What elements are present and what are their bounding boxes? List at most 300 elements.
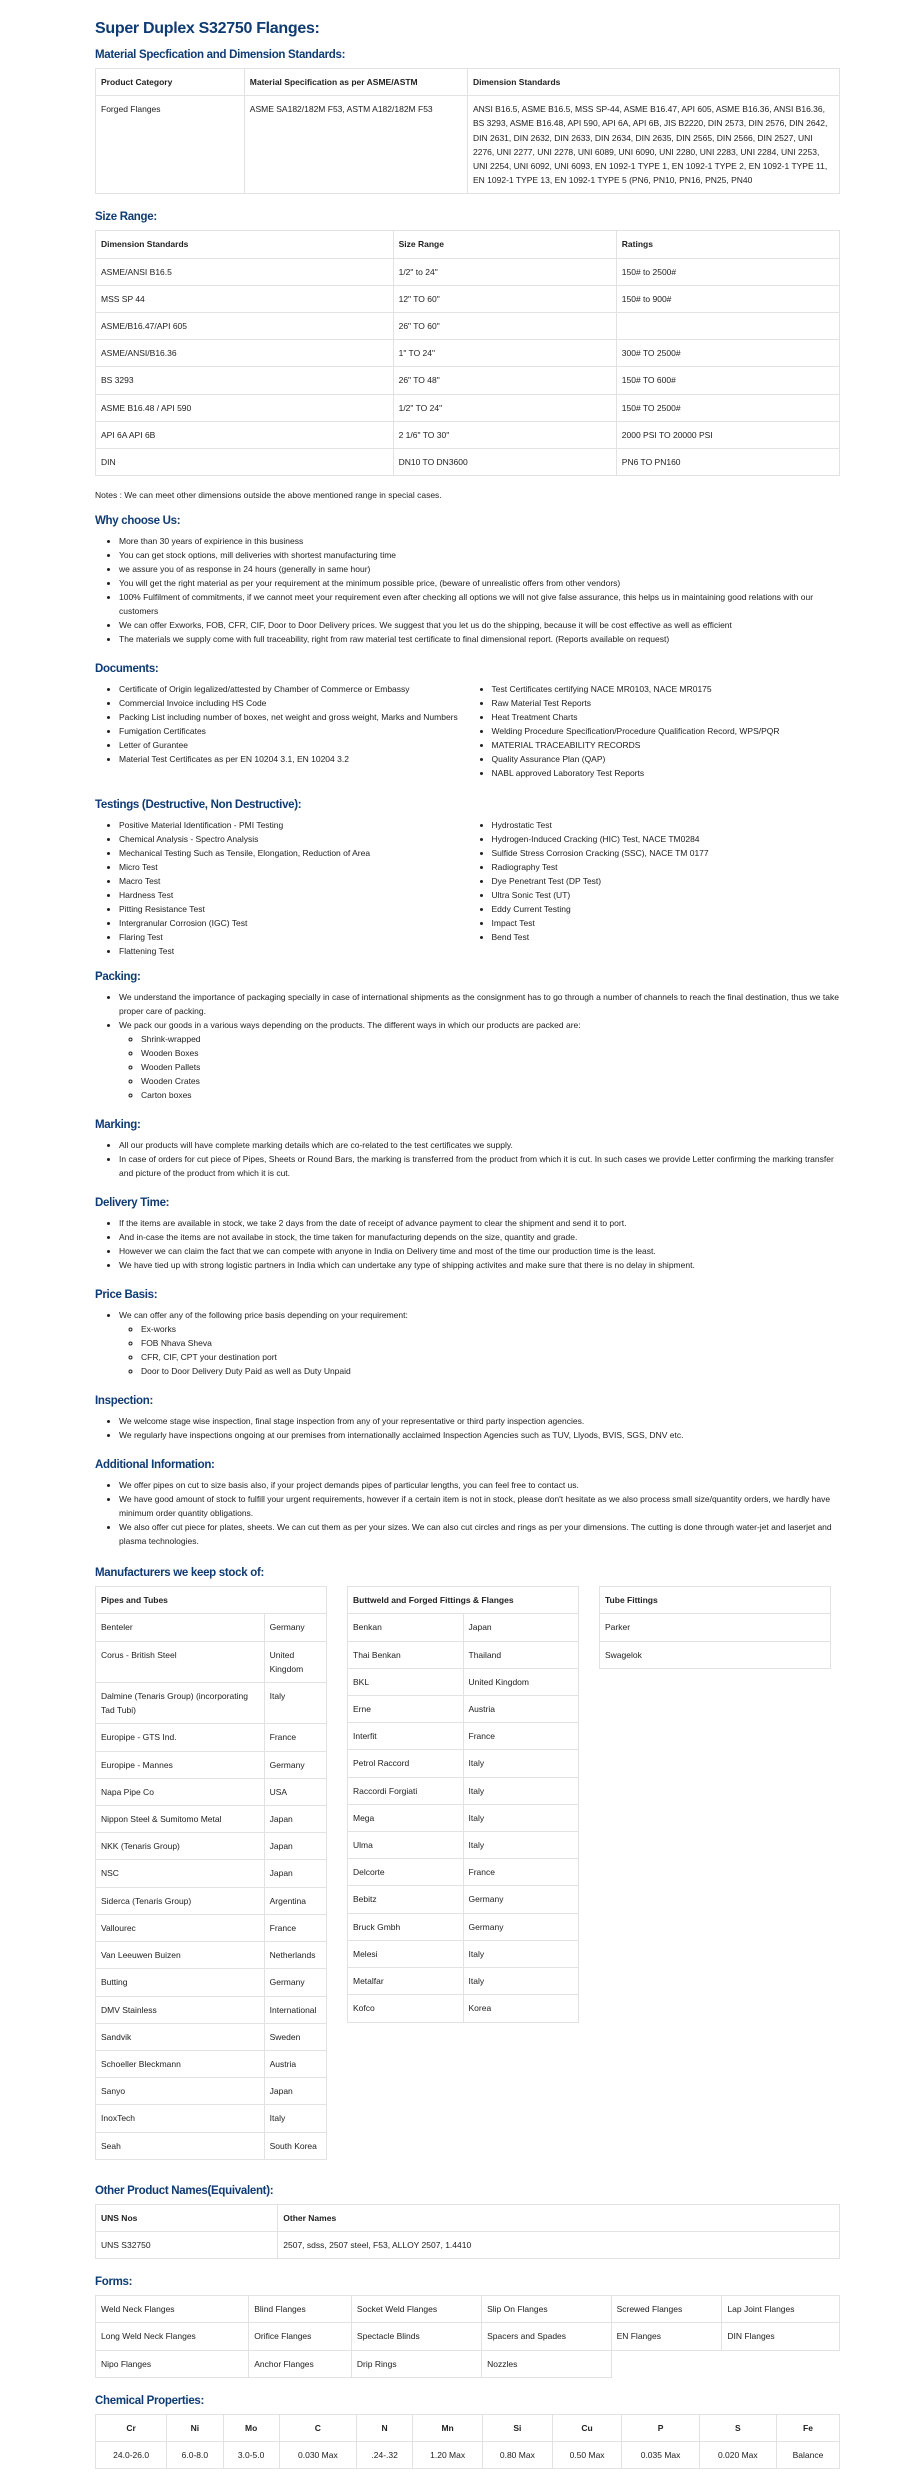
header-cell: Cu: [552, 2414, 622, 2441]
list-item: • 100% Fulfilment of commitments, if we cannot meet your requirement even after checking all options we will not give false assurance, this helps us in maintaining good relations with our customers: [119, 590, 840, 618]
testings-list-right: [468, 818, 841, 958]
table-row: [348, 1723, 579, 1750]
table-cell: Napa Pipe Co: [96, 1778, 265, 1805]
table-cell: Thailand: [463, 1641, 579, 1668]
sub-list-item: ◦ Shrink-wrapped: [141, 1032, 840, 1046]
table-cell: Nippon Steel & Sumitomo Metal: [96, 1806, 265, 1833]
list-item: • Test Certificates certifying NACE MR0103, NACE MR0175: [492, 682, 841, 696]
empty-cell: [722, 2350, 840, 2377]
table-cell: France: [264, 1724, 326, 1751]
testings-list-left: [95, 818, 468, 958]
table-cell: Italy: [264, 1683, 326, 1724]
list-item: • We also offer cut piece for plates, sheets. We can cut them as per your sizes. We can also cut circles and rings as per your dimensions. The cutting is done through water-jet and laserjet and plasma technologies.: [119, 1520, 840, 1548]
header-cell: Dimension Standards: [467, 69, 839, 96]
header-cell: Buttweld and Forged Fittings & Flanges: [348, 1587, 579, 1614]
table-cell: ASME/ANSI B16.5: [96, 258, 394, 285]
sub-list-item: ◦ Ex-works: [141, 1322, 840, 1336]
list-item: • Heat Treatment Charts: [492, 710, 841, 724]
list-item: • Positive Material Identification - PMI Testing: [119, 818, 468, 832]
table-cell: Weld Neck Flanges: [96, 2296, 249, 2323]
table-cell: Austria: [463, 1696, 579, 1723]
table-cell: Spectacle Blinds: [351, 2323, 481, 2350]
table-cell: Italy: [463, 1750, 579, 1777]
forms-heading: Forms:: [95, 2276, 133, 2289]
table-row: [348, 1859, 579, 1886]
table-row: [348, 1777, 579, 1804]
table-cell: 6.0-8.0: [167, 2441, 223, 2468]
table-cell: France: [264, 1914, 326, 1941]
table-cell: Kofco: [348, 1995, 464, 2022]
packing-sub-list: [119, 1032, 840, 1102]
list-item: • However we can claim the fact that we can compete with anyone in India on Delivery time and most of the time our production time is the least.: [119, 1244, 840, 1258]
table-cell: ASME SA182/182M F53, ASTM A182/182M F53: [244, 96, 467, 194]
table-cell: Europipe - GTS Ind.: [96, 1724, 265, 1751]
list-item: • MATERIAL TRACEABILITY RECORDS: [492, 738, 841, 752]
table-cell: Japan: [463, 1614, 579, 1641]
table-cell: Seah: [96, 2132, 265, 2159]
table-cell: Slip On Flanges: [482, 2296, 611, 2323]
table-row: [96, 2231, 840, 2258]
table-cell: Bruck Gmbh: [348, 1913, 464, 1940]
table-cell: Italy: [463, 1940, 579, 1967]
table-cell: Socket Weld Flanges: [351, 2296, 481, 2323]
table-header-row: [96, 1587, 327, 1614]
table-row: [96, 1778, 327, 1805]
table-cell: UNS S32750: [96, 2231, 278, 2258]
header-cell: UNS Nos: [96, 2204, 278, 2231]
header-cell: Ratings: [616, 231, 839, 258]
tube-fittings-table: [599, 1586, 831, 1669]
additional-info-heading: Additional Information:: [95, 1459, 215, 1472]
table-cell: ASME B16.48 / API 590: [96, 394, 394, 421]
table-cell: USA: [264, 1778, 326, 1805]
table-cell: Long Weld Neck Flanges: [96, 2323, 249, 2350]
table-cell: Parker: [600, 1614, 831, 1641]
table-row: [96, 1806, 327, 1833]
table-cell: ANSI B16.5, ASME B16.5, MSS SP-44, ASME B16.47, API 605, ASME B16.36, ANSI B16.36, BS 3293, ASME B16.48, API 590, API 6A, API 6B, JIS B2220, DIN 2573, DIN 2576, DIN 2642, DIN 2631, DIN 2632, DIN 2633, DIN 2634, DIN 2635, DIN 2565, DIN 2566, DIN 2527, UNI 2276, UNI 2277, UNI 2278, UNI 6089, UNI 6090, UNI 2280, UNI 2283, UNI 2284, UNI 2253, UNI 2254, UNI 6092, UNI 6093, EN 1092-1 TYPE 1, EN 1092-1 TYPE 2, EN 1092-1 TYPE 11, EN 1092-1 TYPE 13, EN 1092-1 TYPE 5 (PN6, PN10, PN16, PN25, PN40: [467, 96, 839, 194]
list-item: • We understand the importance of packaging specially in case of international shipments as the consignment has to go through a number of channels to reach the final destination, thus we take proper care of packing.: [119, 990, 840, 1018]
table-row: [96, 1942, 327, 1969]
table-cell: MSS SP 44: [96, 285, 394, 312]
list-item: [119, 1018, 840, 1102]
header-cell: Size Range: [393, 231, 616, 258]
table-row: [96, 2441, 840, 2468]
table-row: [348, 1696, 579, 1723]
table-cell: Forged Flanges: [96, 96, 245, 194]
table-row: [96, 1683, 327, 1724]
list-item-text: We pack our goods in a various ways depending on the products. The different ways in which our products are packed are:: [119, 1020, 581, 1031]
table-cell: Corus - British Steel: [96, 1641, 265, 1682]
table-row: [96, 2350, 840, 2377]
table-row: [348, 1614, 579, 1641]
list-item: • Radiography Test: [492, 860, 841, 874]
list-item: • Bend Test: [492, 930, 841, 944]
sub-list-item: ◦ Door to Door Delivery Duty Paid as well as Duty Unpaid: [141, 1364, 840, 1378]
table-cell: DN10 TO DN3600: [393, 449, 616, 476]
fittings-flanges-table: [347, 1586, 579, 2022]
table-row: [348, 1641, 579, 1668]
table-cell: Italy: [264, 2105, 326, 2132]
table-row: [96, 1751, 327, 1778]
table-cell: PN6 TO PN160: [616, 449, 839, 476]
table-cell: Japan: [264, 1860, 326, 1887]
header-cell: Material Specification as per ASME/ASTM: [244, 69, 467, 96]
table-cell: 0.020 Max: [699, 2441, 776, 2468]
table-cell: 300# TO 2500#: [616, 340, 839, 367]
table-row: [96, 2296, 840, 2323]
table-cell: Japan: [264, 1806, 326, 1833]
list-item: • NABL approved Laboratory Test Reports: [492, 766, 841, 780]
size-range-notes: Notes : We can meet other dimensions outside the above mentioned range in special cases.: [95, 490, 442, 501]
table-row: [348, 1668, 579, 1695]
list-item: • Certificate of Origin legalized/attested by Chamber of Commerce or Embassy: [119, 682, 468, 696]
table-row: [348, 1804, 579, 1831]
table-cell: 3.0-5.0: [223, 2441, 279, 2468]
table-cell: Petrol Raccord: [348, 1750, 464, 1777]
list-item: • Macro Test: [119, 874, 468, 888]
table-row: [96, 1996, 327, 2023]
list-item: • Raw Material Test Reports: [492, 696, 841, 710]
inspection-list: [95, 1414, 840, 1442]
marking-heading: Marking:: [95, 1119, 141, 1132]
packing-list: [95, 990, 840, 1102]
table-cell: South Korea: [264, 2132, 326, 2159]
table-row: [96, 285, 840, 312]
table-row: [348, 1832, 579, 1859]
table-row: [96, 421, 840, 448]
table-row: [348, 1886, 579, 1913]
table-row: [96, 1914, 327, 1941]
list-item: • Commercial Invoice including HS Code: [119, 696, 468, 710]
list-item: • In case of orders for cut piece of Pipes, Sheets or Round Bars, the marking is transferred from the product from which it is cut. In such cases we provide Letter confirming the marking transfer and picture of the product from which it is cut.: [119, 1152, 840, 1180]
table-cell: ASME/ANSI/B16.36: [96, 340, 394, 367]
table-cell: Delcorte: [348, 1859, 464, 1886]
list-item: • Flaring Test: [119, 930, 468, 944]
table-cell: 1.20 Max: [413, 2441, 483, 2468]
table-cell: 26" TO 48": [393, 367, 616, 394]
table-cell: 150# to 2500#: [616, 258, 839, 285]
table-cell: 2000 PSI TO 20000 PSI: [616, 421, 839, 448]
size-range-table: [95, 230, 840, 476]
price-basis-list: [95, 1308, 840, 1378]
table-row: [96, 1833, 327, 1860]
table-cell: DMV Stainless: [96, 1996, 265, 2023]
table-cell: International: [264, 1996, 326, 2023]
table-row: [96, 2078, 327, 2105]
list-item: • Packing List including number of boxes, net weight and gross weight, Marks and Numbers: [119, 710, 468, 724]
list-item: • All our products will have complete marking details which are co-related to the test certificates we supply.: [119, 1138, 840, 1152]
table-cell: Germany: [264, 1751, 326, 1778]
table-cell: United Kingdom: [463, 1668, 579, 1695]
table-cell: Van Leeuwen Buizen: [96, 1942, 265, 1969]
table-row: [96, 1860, 327, 1887]
table-cell: 150# TO 600#: [616, 367, 839, 394]
table-cell: 0.80 Max: [482, 2441, 552, 2468]
spec-table: [95, 68, 840, 194]
table-cell: Italy: [463, 1777, 579, 1804]
header-cell: N: [357, 2414, 413, 2441]
list-item: • Impact Test: [492, 916, 841, 930]
documents-columns: [95, 682, 840, 780]
table-cell: Germany: [264, 1614, 326, 1641]
list-item: • Material Test Certificates as per EN 10204 3.1, EN 10204 3.2: [119, 752, 468, 766]
documents-heading: Documents:: [95, 663, 159, 676]
table-cell: 1/2" TO 24": [393, 394, 616, 421]
table-cell: EN Flanges: [611, 2323, 722, 2350]
additional-info-list: [95, 1478, 840, 1548]
manufacturers-tables: [95, 1586, 840, 2159]
table-row: [96, 2105, 327, 2132]
header-cell: Mo: [223, 2414, 279, 2441]
table-cell: United Kingdom: [264, 1641, 326, 1682]
table-row: [348, 1750, 579, 1777]
table-row: [96, 1641, 327, 1682]
table-cell: .24-.32: [357, 2441, 413, 2468]
why-choose-heading: Why choose Us:: [95, 515, 181, 528]
list-item: • Sulfide Stress Corrosion Cracking (SSC), NACE TM 0177: [492, 846, 841, 860]
table-cell: Argentina: [264, 1887, 326, 1914]
table-row: [348, 1913, 579, 1940]
list-item: • The materials we supply come with full traceability, right from raw material test certificate to final dimensional report. (Reports available on request): [119, 632, 840, 646]
list-item: • Eddy Current Testing: [492, 902, 841, 916]
table-row: [96, 1614, 327, 1641]
table-cell: Metalfar: [348, 1968, 464, 1995]
table-cell: Germany: [264, 1969, 326, 1996]
list-item: • Ultra Sonic Test (UT): [492, 888, 841, 902]
pipes-tubes-table: [95, 1586, 327, 2159]
table-cell: BS 3293: [96, 367, 394, 394]
table-cell: Orifice Flanges: [249, 2323, 352, 2350]
table-cell: Germany: [463, 1913, 579, 1940]
price-basis-sub-list: [119, 1322, 840, 1378]
header-cell: Cr: [96, 2414, 167, 2441]
list-item: • More than 30 years of expirience in this business: [119, 534, 840, 548]
table-header-row: [96, 2204, 840, 2231]
list-item: • We can offer Exworks, FOB, CFR, CIF, Door to Door Delivery prices. We suggest that you let us do the shipping, because it will be cost effective as well as efficient: [119, 618, 840, 632]
table-cell: Netherlands: [264, 1942, 326, 1969]
table-cell: Mega: [348, 1804, 464, 1831]
header-cell: Pipes and Tubes: [96, 1587, 327, 1614]
table-cell: 12" TO 60": [393, 285, 616, 312]
table-cell: 1/2" to 24": [393, 258, 616, 285]
table-row: [96, 313, 840, 340]
list-item: • Intergranular Corrosion (IGC) Test: [119, 916, 468, 930]
inspection-heading: Inspection:: [95, 1395, 154, 1408]
table-row: [96, 367, 840, 394]
table-cell: 2 1/6" TO 30": [393, 421, 616, 448]
marking-list: [95, 1138, 840, 1180]
sub-list-item: ◦ Wooden Crates: [141, 1074, 840, 1088]
table-cell: Nozzles: [482, 2350, 611, 2377]
table-row: [96, 449, 840, 476]
table-cell: Korea: [463, 1995, 579, 2022]
size-range-heading: Size Range:: [95, 211, 157, 224]
table-cell: [616, 313, 839, 340]
table-cell: API 6A API 6B: [96, 421, 394, 448]
list-item: • Welding Procedure Specification/Procedure Qualification Record, WPS/PQR: [492, 724, 841, 738]
table-cell: France: [463, 1859, 579, 1886]
table-cell: 1" TO 24": [393, 340, 616, 367]
header-cell: Ni: [167, 2414, 223, 2441]
table-cell: 150# to 900#: [616, 285, 839, 312]
table-cell: Japan: [264, 2078, 326, 2105]
table-cell: BKL: [348, 1668, 464, 1695]
table-cell: Spacers and Spades: [482, 2323, 611, 2350]
header-cell: P: [622, 2414, 699, 2441]
table-cell: Raccordi Forgiati: [348, 1777, 464, 1804]
table-cell: Butting: [96, 1969, 265, 1996]
table-row: [348, 1995, 579, 2022]
list-item: • Chemical Analysis - Spectro Analysis: [119, 832, 468, 846]
table-cell: Bebitz: [348, 1886, 464, 1913]
table-header-row: [96, 69, 840, 96]
spec-heading: Material Specfication and Dimension Standards:: [95, 49, 346, 61]
forms-table: [95, 2295, 840, 2378]
delivery-list: [95, 1216, 840, 1272]
sub-list-item: ◦ FOB Nhava Sheva: [141, 1336, 840, 1350]
delivery-heading: Delivery Time:: [95, 1197, 170, 1210]
table-cell: DIN: [96, 449, 394, 476]
header-cell: Product Category: [96, 69, 245, 96]
table-cell: Interfit: [348, 1723, 464, 1750]
packing-heading: Packing:: [95, 971, 141, 984]
table-cell: Erne: [348, 1696, 464, 1723]
table-cell: NSC: [96, 1860, 265, 1887]
table-cell: 24.0-26.0: [96, 2441, 167, 2468]
table-cell: Italy: [463, 1968, 579, 1995]
sub-list-item: ◦ Carton boxes: [141, 1088, 840, 1102]
header-cell: C: [279, 2414, 356, 2441]
list-item: • Mechanical Testing Such as Tensile, Elongation, Reduction of Area: [119, 846, 468, 860]
table-row: [96, 1724, 327, 1751]
testings-columns: [95, 818, 840, 958]
table-cell: 26" TO 60": [393, 313, 616, 340]
documents-list-right: [468, 682, 841, 780]
table-cell: Europipe - Mannes: [96, 1751, 265, 1778]
list-item: • Hydrostatic Test: [492, 818, 841, 832]
list-item: • Micro Test: [119, 860, 468, 874]
header-cell: Fe: [776, 2414, 839, 2441]
sub-list-item: ◦ Wooden Pallets: [141, 1060, 840, 1074]
list-item: • Dye Penetrant Test (DP Test): [492, 874, 841, 888]
manufacturers-heading: Manufacturers we keep stock of:: [95, 1567, 265, 1580]
table-cell: Italy: [463, 1804, 579, 1831]
table-cell: Italy: [463, 1832, 579, 1859]
table-cell: Japan: [264, 1833, 326, 1860]
table-cell: Austria: [264, 2050, 326, 2077]
list-item: • We have good amount of stock to fulfill your urgent requirements, however if a certain item is not in stock, please don't hesitate as we also process small size/quantity orders, we hardly have minimum order quantity obligations.: [119, 1492, 840, 1520]
documents-list-left: [95, 682, 468, 780]
list-item: • We offer pipes on cut to size basis also, if your project demands pipes of particular lengths, you can feel free to contact us.: [119, 1478, 840, 1492]
table-cell: Siderca (Tenaris Group): [96, 1887, 265, 1914]
table-cell: Dalmine (Tenaris Group) (incorporating Tad Tubi): [96, 1683, 265, 1724]
table-cell: 0.030 Max: [279, 2441, 356, 2468]
table-cell: Drip Rings: [351, 2350, 481, 2377]
table-cell: Benkan: [348, 1614, 464, 1641]
list-item: • Pitting Resistance Test: [119, 902, 468, 916]
list-item: [119, 1308, 840, 1378]
header-cell: S: [699, 2414, 776, 2441]
header-cell: Dimension Standards: [96, 231, 394, 258]
list-item: • Letter of Gurantee: [119, 738, 468, 752]
testings-heading: Testings (Destructive, Non Destructive):: [95, 799, 302, 812]
table-cell: DIN Flanges: [722, 2323, 840, 2350]
table-cell: 0.50 Max: [552, 2441, 622, 2468]
table-header-row: [96, 2414, 840, 2441]
table-cell: Sweden: [264, 2023, 326, 2050]
table-row: [96, 2050, 327, 2077]
table-row: [96, 340, 840, 367]
other-names-heading: Other Product Names(Equivalent):: [95, 2184, 274, 2197]
table-row: [96, 258, 840, 285]
table-cell: Sandvik: [96, 2023, 265, 2050]
table-cell: Screwed Flanges: [611, 2296, 722, 2323]
list-item: • Quality Assurance Plan (QAP): [492, 752, 841, 766]
table-cell: Germany: [463, 1886, 579, 1913]
table-cell: Benteler: [96, 1614, 265, 1641]
list-item: • You will get the right material as per your requirement at the minimum possible price, (beware of unrealistic offers from other vendors): [119, 576, 840, 590]
table-cell: Anchor Flanges: [249, 2350, 352, 2377]
list-item: • Hydrogen-Induced Cracking (HIC) Test, NACE TM0284: [492, 832, 841, 846]
list-item: • Fumigation Certificates: [119, 724, 468, 738]
header-cell: Other Names: [278, 2204, 840, 2231]
table-cell: InoxTech: [96, 2105, 265, 2132]
table-cell: Blind Flanges: [249, 2296, 352, 2323]
list-item: • You can get stock options, mill deliveries with shortest manufacturing time: [119, 548, 840, 562]
price-basis-heading: Price Basis:: [95, 1289, 158, 1302]
table-header-row: [600, 1587, 831, 1614]
list-item: • Flattening Test: [119, 944, 468, 958]
table-header-row: [96, 231, 840, 258]
list-item-text: We can offer any of the following price basis depending on your requirement:: [119, 1310, 408, 1321]
table-cell: Melesi: [348, 1940, 464, 1967]
table-row: [96, 1887, 327, 1914]
list-item: • We have tied up with strong logistic partners in India which can undertake any type of shipping activites and make sure that there is no delay in shipment.: [119, 1258, 840, 1272]
other-names-table: [95, 2204, 840, 2259]
list-item: • We regularly have inspections ongoing at our premises from internationally acclaimed Inspection Agencies such as TUV, Llyods, BVIS, SGS, DNV etc.: [119, 1428, 840, 1442]
table-cell: 0.035 Max: [622, 2441, 699, 2468]
table-cell: Nipo Flanges: [96, 2350, 249, 2377]
table-cell: NKK (Tenaris Group): [96, 1833, 265, 1860]
page-title: Super Duplex S32750 Flanges:: [95, 20, 320, 37]
list-item: • If the items are available in stock, we take 2 days from the date of receipt of advance payment to clear the shipment and send it to port.: [119, 1216, 840, 1230]
list-item: • And in-case the items are not availabe in stock, the time taken for manufacturing depends on the size, quantity and grade.: [119, 1230, 840, 1244]
table-cell: 150# TO 2500#: [616, 394, 839, 421]
sub-list-item: ◦ CFR, CIF, CPT your destination port: [141, 1350, 840, 1364]
table-row: [96, 1969, 327, 1996]
table-cell: Ulma: [348, 1832, 464, 1859]
table-row: [600, 1641, 831, 1668]
table-cell: ASME/B16.47/API 605: [96, 313, 394, 340]
table-cell: Schoeller Bleckmann: [96, 2050, 265, 2077]
table-row: [600, 1614, 831, 1641]
table-cell: Vallourec: [96, 1914, 265, 1941]
list-item: • We welcome stage wise inspection, final stage inspection from any of your representative or third party inspection agencies.: [119, 1414, 840, 1428]
header-cell: Si: [482, 2414, 552, 2441]
table-cell: 2507, sdss, 2507 steel, F53, ALLOY 2507, 1.4410: [278, 2231, 840, 2258]
table-cell: Thai Benkan: [348, 1641, 464, 1668]
table-cell: Lap Joint Flanges: [722, 2296, 840, 2323]
table-cell: Swagelok: [600, 1641, 831, 1668]
header-cell: Tube Fittings: [600, 1587, 831, 1614]
header-cell: Mn: [413, 2414, 483, 2441]
empty-cell: [611, 2350, 722, 2377]
table-row: [96, 394, 840, 421]
chemical-table: [95, 2414, 840, 2469]
table-row: [96, 2323, 840, 2350]
list-item: • we assure you of as response in 24 hours (generally in same hour): [119, 562, 840, 576]
table-header-row: [348, 1587, 579, 1614]
